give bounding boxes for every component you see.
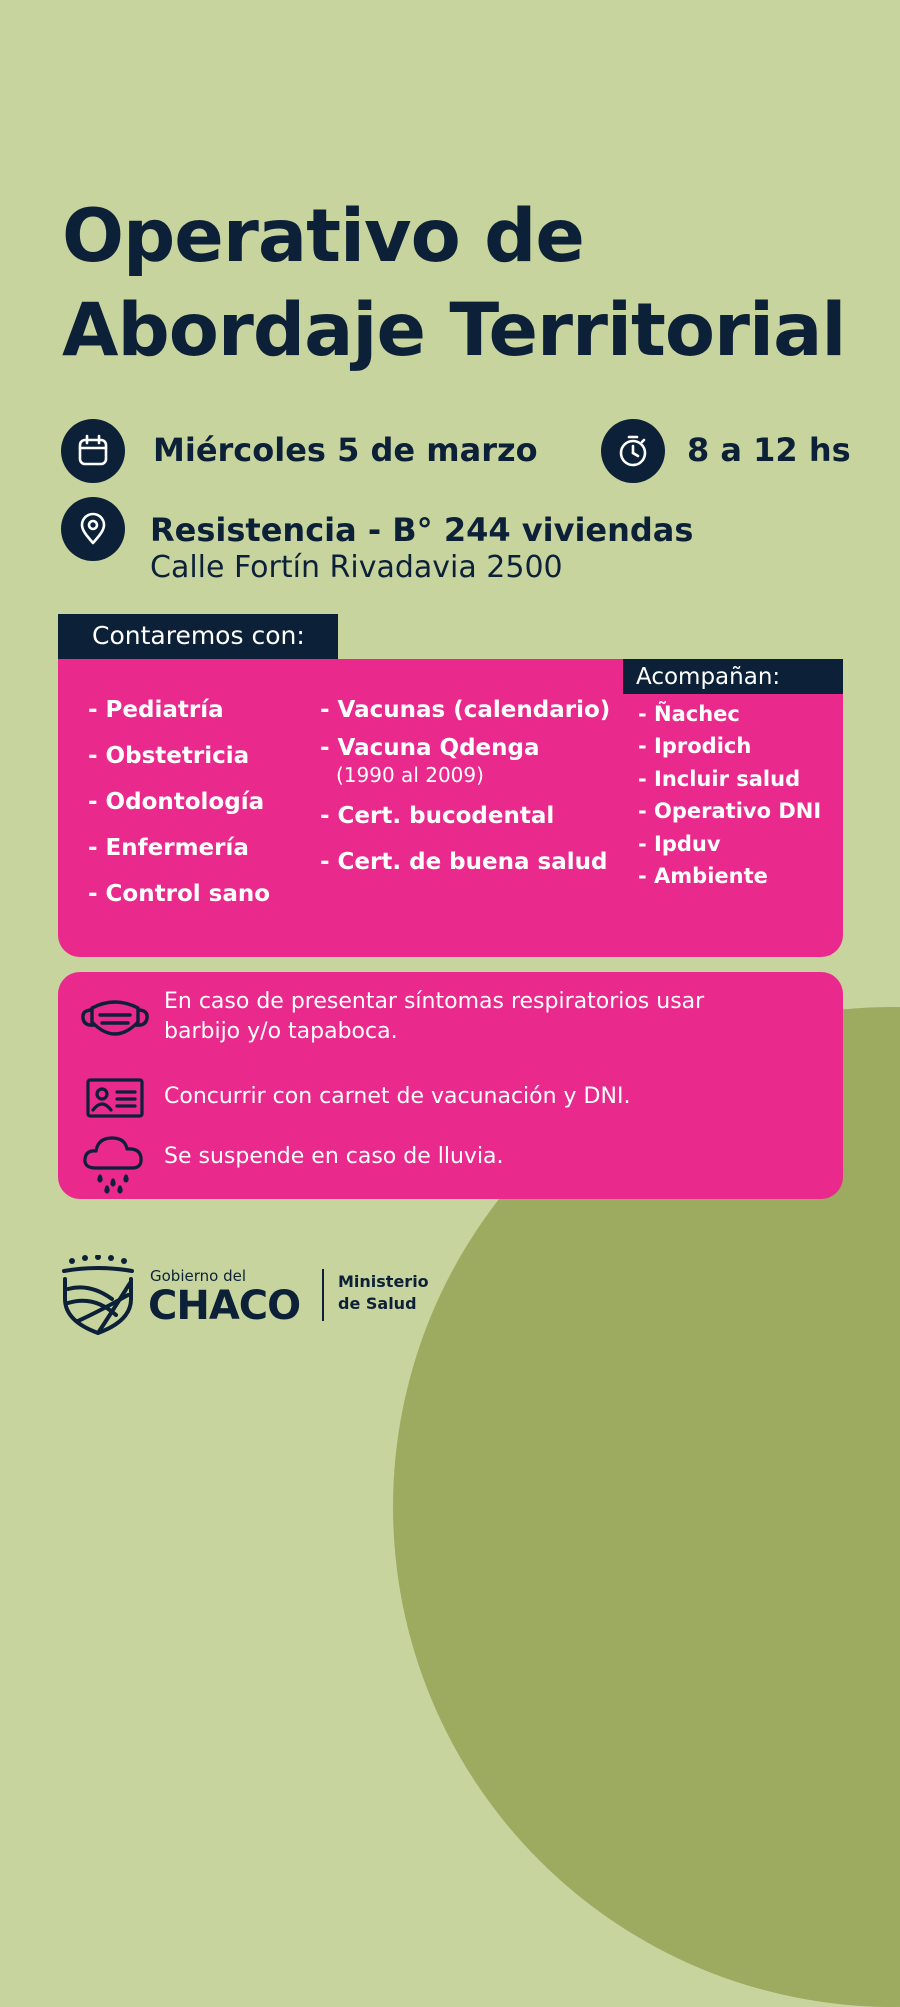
page-title (62, 190, 845, 378)
event-time: 8 a 12 hs (687, 431, 851, 469)
list-item: - Enfermería (88, 835, 249, 861)
notice-item (58, 988, 843, 1048)
rain-cloud-icon (80, 1130, 150, 1190)
list-item: - Cert. bucodental (320, 803, 555, 829)
id-card-icon (80, 1068, 150, 1128)
chaco-emblem-icon (60, 1255, 136, 1335)
ministry-label: Ministerio de Salud (338, 1272, 429, 1313)
notice-text: Concurrir con carnet de vacunación y DNI. (164, 1084, 631, 1109)
list-item: - Vacunas (calendario) (320, 697, 611, 723)
list-item: - Control sano (88, 881, 271, 907)
services-list-1 (88, 695, 270, 925)
logo-divider (322, 1269, 324, 1321)
location-pin-icon (61, 497, 125, 561)
list-item: - Obstetricia (88, 743, 250, 769)
notice-item (58, 1068, 843, 1128)
calendar-icon (61, 419, 125, 483)
government-logo (60, 1255, 480, 1345)
event-location: Resistencia - B° 244 viviendas (150, 511, 694, 549)
gov-label-small: Gobierno del (150, 1267, 246, 1285)
list-item: - Operativo DNI (638, 799, 822, 824)
list-item: - Vacuna Qdenga (1990 al 2009) (320, 733, 610, 801)
list-item: - Cert. de buena salud (320, 849, 608, 875)
list-item: - Ambiente (638, 863, 768, 888)
notice-text: Se suspende en caso de lluvia. (164, 1144, 504, 1169)
notices-card (58, 972, 843, 1199)
notice-item (58, 1130, 843, 1190)
event-address: Calle Fortín Rivadavia 2500 (150, 550, 563, 585)
list-item: - Odontología (88, 789, 265, 815)
services-heading: Contaremos con: (58, 614, 338, 660)
services-list-2 (320, 695, 610, 893)
notice-text: En caso de presentar síntomas respiratorios usar barbijo y/o tapaboca. (164, 989, 705, 1044)
list-item-note: (1990 al 2009) (336, 763, 484, 787)
gov-label-big: CHACO (148, 1283, 301, 1329)
event-date: Miércoles 5 de marzo (153, 431, 538, 469)
partners-heading: Acompañan: (623, 659, 843, 694)
list-item: - Ipduv (638, 831, 721, 856)
title-line-2: Abordaje Territorial (62, 288, 846, 373)
stopwatch-icon (601, 419, 665, 483)
list-item: - Ñachec (638, 702, 740, 726)
list-item: - Iprodich (638, 734, 752, 759)
partners-list (638, 699, 821, 893)
title-line-1: Operativo de (62, 194, 584, 279)
face-mask-icon (80, 988, 150, 1048)
list-item: - Incluir salud (638, 766, 801, 791)
list-item: - Pediatría (88, 697, 224, 723)
services-card (58, 659, 843, 957)
